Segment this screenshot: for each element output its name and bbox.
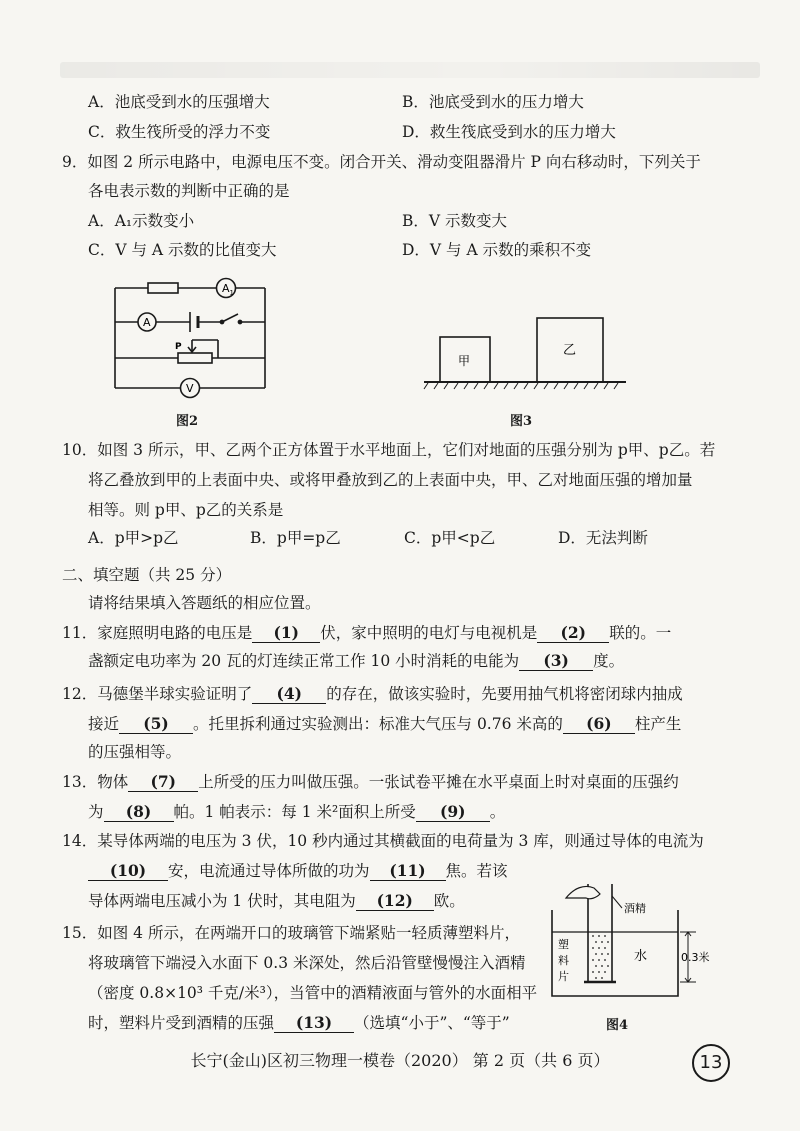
q9-stem-line1: 9．如图 2 所示电路中，电源电压不变。闭合开关、滑动变阻器滑片 P 向右移动时，下列关于 xyxy=(62,153,701,171)
q8-option-d[interactable]: D．救生筏底受到水的压力增大 xyxy=(402,123,616,141)
blank-3[interactable]: (3) xyxy=(519,652,593,671)
resistor-r1 xyxy=(148,283,178,293)
q15-line4: 时，塑料片受到酒精的压强 (13) （选填“小于”、“等于” xyxy=(88,1013,510,1032)
blank-8[interactable]: (8) xyxy=(104,803,174,822)
blank-13[interactable]: (13) xyxy=(274,1014,354,1033)
blank-10[interactable]: (10) xyxy=(88,862,168,881)
q9-option-a[interactable]: A．A₁示数变小 xyxy=(88,212,195,230)
section-2-heading: 二、填空题（共 25 分） xyxy=(62,566,232,584)
label-alcohol: 酒精 xyxy=(624,902,646,915)
q9-option-d[interactable]: D．V 与 A 示数的乘积不变 xyxy=(402,241,592,259)
page-number-badge: 13 xyxy=(692,1044,730,1082)
blank-4[interactable]: (4) xyxy=(252,685,326,704)
blank-1[interactable]: (1) xyxy=(252,624,320,643)
alcohol-dots xyxy=(592,935,609,979)
blank-9[interactable]: (9) xyxy=(416,803,490,822)
blank-6[interactable]: (6) xyxy=(563,715,635,734)
blank-5[interactable]: (5) xyxy=(119,715,193,734)
q15-line3: （密度 0.8×10³ 千克/米³），当管中的酒精液面与管外的水面相平 xyxy=(88,984,538,1002)
bleed-through-line xyxy=(60,62,760,78)
q11-line2: 盏额定电功率为 20 瓦的灯连续正常工作 10 小时消耗的电能为 (3) 度。 xyxy=(88,651,625,670)
slider-p-label: P xyxy=(175,342,182,352)
blank-11[interactable]: (11) xyxy=(370,862,446,881)
figure-4-beaker xyxy=(548,872,718,1002)
q12-line1: 12．马德堡半球实验证明了 (4) 的存在，做该实验时，先要用抽气机将密闭球内抽成 xyxy=(62,684,683,703)
figure-2-circuit xyxy=(100,270,275,400)
q10-option-a[interactable]: A．p甲>p乙 xyxy=(88,529,179,547)
q15-line1: 15．如图 4 所示，在两端开口的玻璃管下端紧贴一轻质薄塑料片， xyxy=(62,924,520,942)
q9-option-b[interactable]: B．V 示数变大 xyxy=(402,212,508,230)
page-footer: 长宁(金山)区初三物理一模卷（2020） 第 2 页（共 6 页） xyxy=(190,1051,610,1070)
q13-line2: 为 (8) 帕。1 帕表示：每 1 米²面积上所受 (9) 。 xyxy=(88,802,506,821)
q10-option-d[interactable]: D．无法判断 xyxy=(558,529,648,547)
q14-line2: (10) 安，电流通过导体所做的功为 (11) 焦。若该 xyxy=(88,861,508,881)
blank-12[interactable]: (12) xyxy=(356,892,434,911)
q14-line3: 导体两端电压减小为 1 伏时，其电阻为 (12) 欧。 xyxy=(88,891,465,910)
figure-4-caption: 图4 xyxy=(606,1018,629,1033)
label-depth: 0.3米 xyxy=(681,951,710,964)
label-plastic-3: 片 xyxy=(558,970,569,983)
ammeter-a1-label: $A_1$ xyxy=(222,282,234,297)
label-plastic-1: 塑 xyxy=(558,938,569,951)
blank-7[interactable]: (7) xyxy=(128,773,198,792)
figure-3-caption: 图3 xyxy=(510,414,533,429)
blank-2[interactable]: (2) xyxy=(537,624,609,643)
alcohol-pointer xyxy=(612,896,622,908)
q10-option-b[interactable]: B．p甲=p乙 xyxy=(250,529,341,547)
hand-icon xyxy=(566,886,600,898)
q8-option-c[interactable]: C．救生筏所受的浮力不变 xyxy=(88,123,271,141)
q9-stem-line2: 各电表示数的判断中正确的是 xyxy=(88,182,290,200)
switch-lever xyxy=(222,314,238,322)
q15-line2: 将玻璃管下端浸入水面下 0.3 米深处，然后沿管壁慢慢注入酒精 xyxy=(88,954,526,972)
ammeter-a-label: A xyxy=(143,316,151,329)
label-water: 水 xyxy=(634,949,648,964)
q9-option-c[interactable]: C．V 与 A 示数的比值变大 xyxy=(88,241,277,259)
q10-option-c[interactable]: C．p甲<p乙 xyxy=(404,529,496,547)
q12-line3: 的压强相等。 xyxy=(88,743,182,761)
q10-stem-line2: 将乙叠放到甲的上表面中央、或将甲叠放到乙的上表面中央，甲、乙对地面压强的增加量 xyxy=(88,471,693,489)
q12-line2: 接近 (5) 。托里拆利通过实验测出：标准大气压与 0.76 米高的 (6) 柱产生 xyxy=(88,714,682,733)
q11-line1: 11．家庭照明电路的电压是 (1) 伏，家中照明的电灯与电视机是 (2) 联的。一 xyxy=(62,623,672,642)
figure-3-blocks xyxy=(420,312,630,394)
figure-2-caption: 图2 xyxy=(176,414,199,429)
q8-option-b[interactable]: B．池底受到水的压力增大 xyxy=(402,93,584,111)
voltmeter-v-label: V xyxy=(186,382,194,395)
rheostat xyxy=(178,353,212,363)
q10-stem-line3: 相等。则 p甲、p乙的关系是 xyxy=(88,501,284,519)
q8-option-a[interactable]: A．池底受到水的压强增大 xyxy=(88,93,270,111)
label-plastic-2: 料 xyxy=(558,954,569,967)
block-jia-label: 甲 xyxy=(458,354,471,368)
block-yi-label: 乙 xyxy=(563,343,577,358)
q14-line1: 14．某导体两端的电压为 3 伏，10 秒内通过其横截面的电荷量为 3 库，则通过导体的电流为 xyxy=(62,832,704,850)
q13-line1: 13．物体 (7) 上所受的压力叫做压强。一张试卷平摊在水平桌面上时对桌面的压强约 xyxy=(62,772,679,791)
q10-stem-line1: 10．如图 3 所示，甲、乙两个正方体置于水平地面上，它们对地面的压强分别为 p甲、p乙。若 xyxy=(62,441,716,459)
section-2-instruction: 请将结果填入答题纸的相应位置。 xyxy=(88,594,321,612)
